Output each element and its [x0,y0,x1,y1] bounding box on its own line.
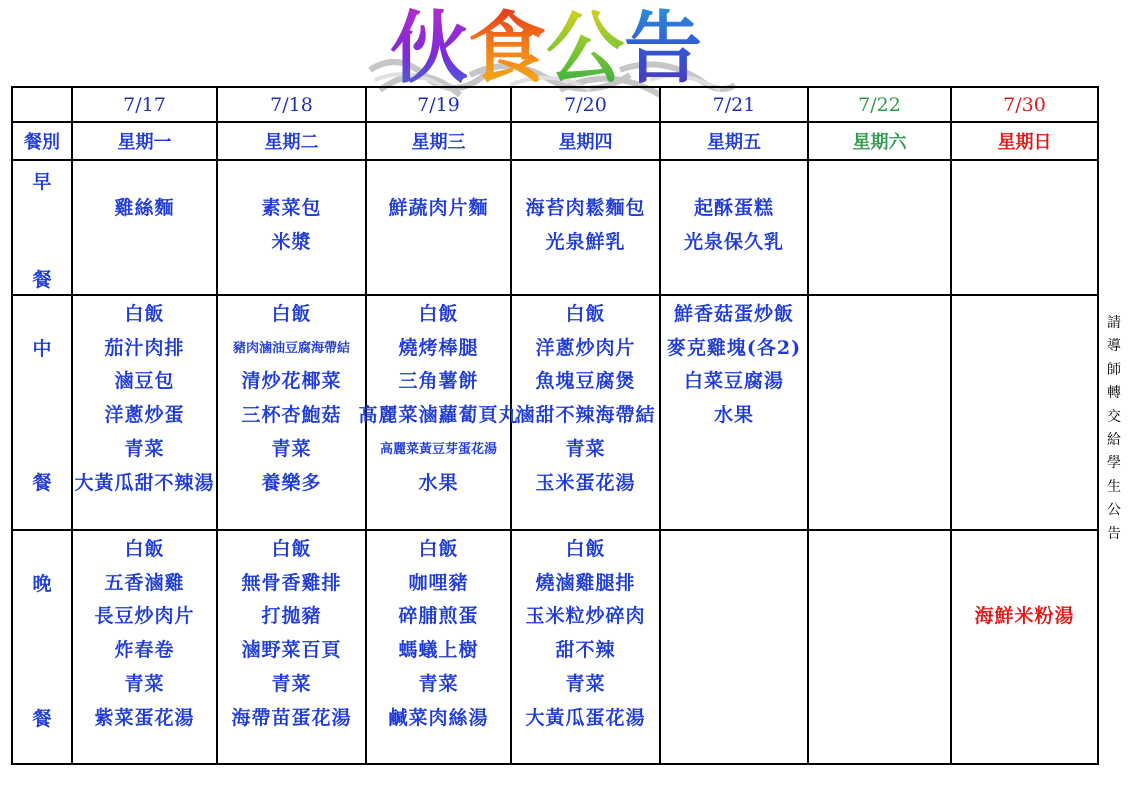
menu-item: 玉米蛋花湯 [535,471,636,494]
side-note-char: 請 [1107,315,1121,331]
menu-item-list [218,296,365,500]
side-note-char: 交 [1107,408,1121,425]
menu-item-list [952,161,1097,192]
menu-item: 三角薯餅 [398,370,479,393]
weekday-cell: 星期一 [72,122,217,160]
menu-item: 打拋豬 [261,605,322,628]
menu-cell [951,160,1098,295]
menu-cell [358,295,519,530]
menu-item-list [512,531,659,735]
menu-item: 光泉保久乳 [683,230,784,253]
menu-item: 滷甜不辣海帶結 [515,404,656,427]
menu-item-list [809,296,950,298]
menu-item: 青菜 [565,437,606,460]
menu-item: 咖哩豬 [408,571,469,594]
menu-item: 白飯 [271,538,312,560]
menu-item: 洋蔥炒肉片 [535,336,636,359]
meal-label-top: 晚 [32,573,52,595]
menu-item: 玉米粒炒碎肉 [525,605,646,628]
menu-cell [72,160,217,295]
menu-item: 麥克雞塊(各2) [666,336,802,359]
weekday-cell: 星期六 [808,122,951,160]
meal-label [13,161,71,294]
menu-item: 白飯 [565,538,606,560]
menu-item: 紫菜蛋花湯 [94,706,195,729]
meal-label [13,296,71,529]
date-row [12,87,1098,122]
menu-item: 青菜 [124,672,165,695]
menu-item-list [73,161,216,226]
meal-label-cell [12,295,72,530]
menu-item: 海帶苗蛋花湯 [231,706,352,729]
menu-item: 白菜豆腐湯 [683,370,784,393]
date-cell: 7/22 [808,87,951,122]
menu-item: 青菜 [271,437,312,460]
side-note-char: 導 [1107,338,1121,355]
menu-cell [72,295,217,530]
menu-item: 白飯 [418,303,459,325]
side-note-char: 師 [1107,361,1121,378]
menu-item: 茄汁肉排 [104,336,185,359]
meal-label-top: 中 [32,338,52,360]
menu-cell [511,295,660,530]
menu-item: 高麗菜滷蘿蔔頁丸 [358,404,519,427]
menu-item: 碎脯煎蛋 [398,605,479,628]
menu-item: 鮮香菇蛋炒飯 [673,303,794,325]
menu-item-list [73,296,216,500]
menu-item-list [661,296,807,433]
menu-item-list [952,531,1097,634]
menu-cell [511,530,660,764]
menu-item: 白飯 [565,303,606,325]
menu-item: 養樂多 [261,471,322,494]
meal-label-top: 早 [32,171,52,193]
menu-cell [951,295,1098,530]
menu-cell [808,530,951,764]
meal-label-bottom: 餐 [32,708,52,730]
menu-item-list [661,531,807,533]
weekday-cell: 星期日 [951,122,1098,160]
menu-cell [951,530,1098,764]
dinner-row [12,530,1098,764]
menu-item: 素菜包 [261,197,322,219]
menu-item: 大黃瓜甜不辣湯 [74,471,215,494]
side-note [1104,312,1124,546]
date-cell: 7/21 [660,87,808,122]
menu-item: 米漿 [271,230,312,253]
menu-item: 螞蟻上樹 [398,639,479,662]
side-note-char: 學 [1107,455,1121,472]
menu-item: 豬肉滷油豆腐海帶結 [232,340,350,356]
menu-item: 清炒花椰菜 [241,370,342,393]
weekday-cell: 星期四 [511,122,660,160]
menu-cell [660,295,808,530]
corner-cell [12,87,72,122]
meal-label-bottom: 餐 [32,472,52,494]
date-cell: 7/19 [366,87,511,122]
menu-item: 鮮蔬肉片麵 [388,197,489,219]
menu-item: 洋蔥炒蛋 [104,404,185,427]
menu-item-list [367,531,510,735]
menu-item: 滷豆包 [114,370,175,393]
menu-item-list [809,531,950,533]
menu-item-list [218,531,365,735]
menu-item: 鹹菜肉絲湯 [388,706,489,729]
weekday-cell: 星期三 [366,122,511,160]
meal-label [13,531,71,763]
weekday-row [12,122,1098,160]
menu-item: 水果 [713,404,754,427]
menu-item-list [952,296,1097,298]
menu-cell [217,530,366,764]
side-note-char: 告 [1107,525,1121,542]
menu-item-list [661,161,807,259]
menu-item: 白飯 [124,538,165,560]
menu-cell [660,530,808,764]
menu-item: 魚塊豆腐煲 [535,370,636,393]
menu-cell [72,530,217,764]
menu-item: 光泉鮮乳 [545,230,626,253]
menu-item-list [809,161,950,192]
menu-item-list [512,296,659,500]
menu-table [11,86,1099,765]
menu-cell [217,160,366,295]
menu-item: 無骨香雞排 [241,571,342,594]
date-cell: 7/18 [217,87,366,122]
menu-cell [660,160,808,295]
meal-type-header: 餐別 [12,122,72,160]
weekday-cell: 星期五 [660,122,808,160]
menu-item-list [512,161,659,259]
menu-item: 高麗菜黃豆芽蛋花湯 [379,441,497,457]
menu-item: 炸春卷 [114,639,175,662]
menu-item: 雞絲麵 [114,197,175,219]
menu-cell [808,160,951,295]
side-note-char: 轉 [1107,385,1121,402]
side-note-char: 生 [1107,478,1121,495]
lunch-row [12,295,1098,530]
side-note-char: 公 [1107,502,1121,519]
meal-label-cell [12,160,72,295]
title-char: 告 [624,0,702,104]
menu-item: 白飯 [418,538,459,560]
menu-item: 青菜 [565,672,606,695]
date-cell: 7/20 [511,87,660,122]
menu-item: 青菜 [418,672,459,695]
date-cell: 7/17 [72,87,217,122]
menu-item-list [367,161,510,226]
menu-item: 三杯杏鮑菇 [241,404,342,427]
menu-item: 海苔肉鬆麵包 [525,197,646,219]
meal-label-cell [12,530,72,764]
menu-item: 滷野菜百頁 [241,639,342,662]
menu-item-list [218,161,365,259]
menu-item: 燒滷雞腿排 [535,571,636,594]
menu-item: 燒烤棒腿 [398,336,479,359]
menu-item: 起酥蛋糕 [693,197,774,219]
menu-cell [511,160,660,295]
menu-cell [366,160,511,295]
menu-item: 白飯 [124,303,165,325]
menu-cell [217,295,366,530]
menu-item: 白飯 [271,303,312,325]
breakfast-row [12,160,1098,295]
weekday-cell: 星期二 [217,122,366,160]
menu-item: 長豆炒肉片 [94,605,195,628]
menu-item: 大黃瓜蛋花湯 [525,706,646,729]
menu-item: 海鮮米粉湯 [974,605,1075,627]
menu-item: 水果 [418,471,459,494]
title-char: 伙 [390,0,468,104]
menu-item: 青菜 [124,437,165,460]
menu-cell [808,295,951,530]
menu-item-list [358,296,519,500]
date-cell: 7/30 [951,87,1098,122]
menu-item: 五香滷雞 [104,571,185,594]
menu-cell [366,530,511,764]
menu-item: 青菜 [271,672,312,695]
side-note-char: 給 [1107,432,1121,449]
meal-label-bottom: 餐 [32,269,52,291]
menu-item: 甜不辣 [555,639,616,662]
menu-item-list [73,531,216,735]
title-char: 食 [468,0,546,104]
title-char: 公 [546,0,624,104]
